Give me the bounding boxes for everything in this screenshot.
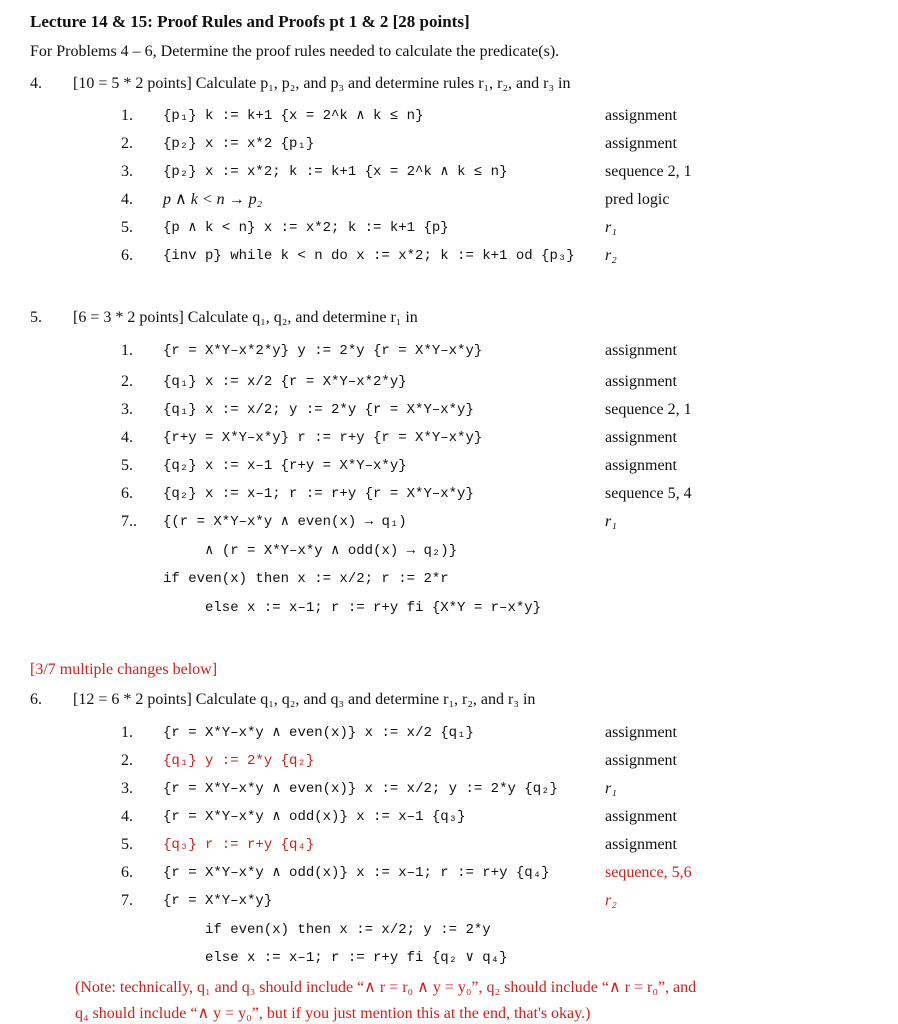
step-rule: assignment bbox=[605, 342, 677, 359]
step-text: {r = X*Y–x*y ∧ odd(x)} x := x–1 {q₃} bbox=[163, 809, 466, 825]
step-continuation: else x := x–1; r := r+y fi {X*Y = r–x*y} bbox=[205, 600, 542, 616]
page-title: Lecture 14 & 15: Proof Rules and Proofs pt 1 & 2 [28 points] bbox=[30, 12, 470, 31]
step-rule: sequence 2, 1 bbox=[605, 163, 692, 180]
step-rule: assignment bbox=[605, 429, 677, 446]
step-text: {p₁} k := k+1 {x = 2^k ∧ k ≤ n} bbox=[163, 108, 424, 124]
step-number: 7. bbox=[121, 892, 133, 909]
problem-number: 5. bbox=[30, 309, 42, 326]
note-line: (Note: technically, q₁ and q₃ should include “∧ r = r₀ ∧ y = y₀”, q₂ should include “∧ r = r₀”, and bbox=[75, 979, 697, 996]
step-number: 2. bbox=[121, 752, 133, 769]
step-rule: sequence, 5,6 bbox=[605, 864, 692, 881]
step-text: {(r = X*Y–x*y ∧ even(x) → q₁) bbox=[163, 514, 407, 530]
step-text: {q₃} r := r+y {q₄} bbox=[163, 837, 315, 853]
step-number: 4. bbox=[121, 429, 133, 446]
step-rule: sequence 5, 4 bbox=[605, 485, 692, 502]
step-number: 3. bbox=[121, 780, 133, 797]
problem-header: [12 = 6 * 2 points] Calculate q₁, q₂, and q₃ and determine r₁, r₂, and r₃ in bbox=[73, 691, 536, 708]
step-text: {r = X*Y–x*2*y} y := 2*y {r = X*Y–x*y} bbox=[163, 343, 483, 359]
step-text: {r = X*Y–x*y ∧ even(x)} x := x/2 {q₁} bbox=[163, 725, 474, 741]
step-number: 6. bbox=[121, 485, 133, 502]
step-rule: assignment bbox=[605, 808, 677, 825]
step-rule: assignment bbox=[605, 373, 677, 390]
step-continuation: if even(x) then x := x/2; y := 2*y bbox=[205, 922, 491, 938]
step-text: {q₂} x := x–1 {r+y = X*Y–x*y} bbox=[163, 458, 407, 474]
step-continuation: ∧ (r = X*Y–x*y ∧ odd(x) → q₂)} bbox=[205, 543, 458, 559]
step-text: {q₁} y := 2*y {q₂} bbox=[163, 753, 315, 769]
step-number: 4. bbox=[121, 808, 133, 825]
step-rule: r₂ bbox=[605, 892, 617, 909]
step-text: {r+y = X*Y–x*y} r := r+y {r = X*Y–x*y} bbox=[163, 430, 483, 446]
problem-header: [10 = 5 * 2 points] Calculate p₁, p₂, and p₃ and determine rules r₁, r₂, and r₃ in bbox=[73, 75, 571, 92]
problem-number: 4. bbox=[30, 75, 42, 92]
note-line: q₄ should include “∧ y = y₀”, but if you just mention this at the end, that's okay.) bbox=[75, 1005, 591, 1022]
step-number: 1. bbox=[121, 107, 133, 124]
step-rule: assignment bbox=[605, 107, 677, 124]
step-continuation: else x := x–1; r := r+y fi {q₂ ∨ q₄} bbox=[205, 950, 508, 966]
step-text: {q₂} x := x–1; r := r+y {r = X*Y–x*y} bbox=[163, 486, 474, 502]
step-text: {inv p} while k < n do x := x*2; k := k+1 od {p₃} bbox=[163, 248, 575, 264]
step-rule: assignment bbox=[605, 752, 677, 769]
step-number: 1. bbox=[121, 342, 133, 359]
problem-header: [6 = 3 * 2 points] Calculate q₁, q₂, and determine r₁ in bbox=[73, 309, 418, 326]
step-number: 4. bbox=[121, 191, 133, 208]
step-text: {p₂} x := x*2; k := k+1 {x = 2^k ∧ k ≤ n} bbox=[163, 164, 508, 180]
step-text: {r = X*Y–x*y} bbox=[163, 893, 273, 909]
step-number: 5. bbox=[121, 219, 133, 236]
step-rule: sequence 2, 1 bbox=[605, 401, 692, 418]
step-number: 2. bbox=[121, 135, 133, 152]
step-text: {r = X*Y–x*y ∧ odd(x)} x := x–1; r := r+y {q₄} bbox=[163, 865, 550, 881]
step-rule: r₁ bbox=[605, 780, 617, 797]
intro-text: For Problems 4 – 6, Determine the proof rules needed to calculate the predicate(s). bbox=[30, 43, 560, 60]
step-rule: r₂ bbox=[605, 247, 617, 264]
step-number: 2. bbox=[121, 373, 133, 390]
step-number: 5. bbox=[121, 836, 133, 853]
step-rule: r₁ bbox=[605, 513, 617, 530]
step-text: p ∧ k < n → p₂ bbox=[163, 191, 263, 208]
changes-note: [3/7 multiple changes below] bbox=[30, 661, 218, 678]
step-text: {q₁} x := x/2; y := 2*y {r = X*Y–x*y} bbox=[163, 402, 474, 418]
step-number: 6. bbox=[121, 864, 133, 881]
step-rule: pred logic bbox=[605, 191, 670, 208]
step-number: 6. bbox=[121, 247, 133, 264]
step-text: {p ∧ k < n} x := x*2; k := k+1 {p} bbox=[163, 220, 449, 236]
step-rule: assignment bbox=[605, 836, 677, 853]
step-rule: assignment bbox=[605, 135, 677, 152]
step-rule: r₁ bbox=[605, 219, 617, 236]
step-rule: assignment bbox=[605, 724, 677, 741]
step-text: {p₂} x := x*2 {p₁} bbox=[163, 136, 315, 152]
step-rule: assignment bbox=[605, 457, 677, 474]
step-text: {r = X*Y–x*y ∧ even(x)} x := x/2; y := 2*y {q₂} bbox=[163, 781, 558, 797]
step-continuation: if even(x) then x := x/2; r := 2*r bbox=[163, 571, 449, 587]
step-number: 5. bbox=[121, 457, 133, 474]
step-text: {q₁} x := x/2 {r = X*Y–x*2*y} bbox=[163, 374, 407, 390]
step-number: 7.. bbox=[121, 513, 137, 530]
problem-number: 6. bbox=[30, 691, 42, 708]
step-number: 3. bbox=[121, 163, 133, 180]
step-number: 1. bbox=[121, 724, 133, 741]
step-number: 3. bbox=[121, 401, 133, 418]
